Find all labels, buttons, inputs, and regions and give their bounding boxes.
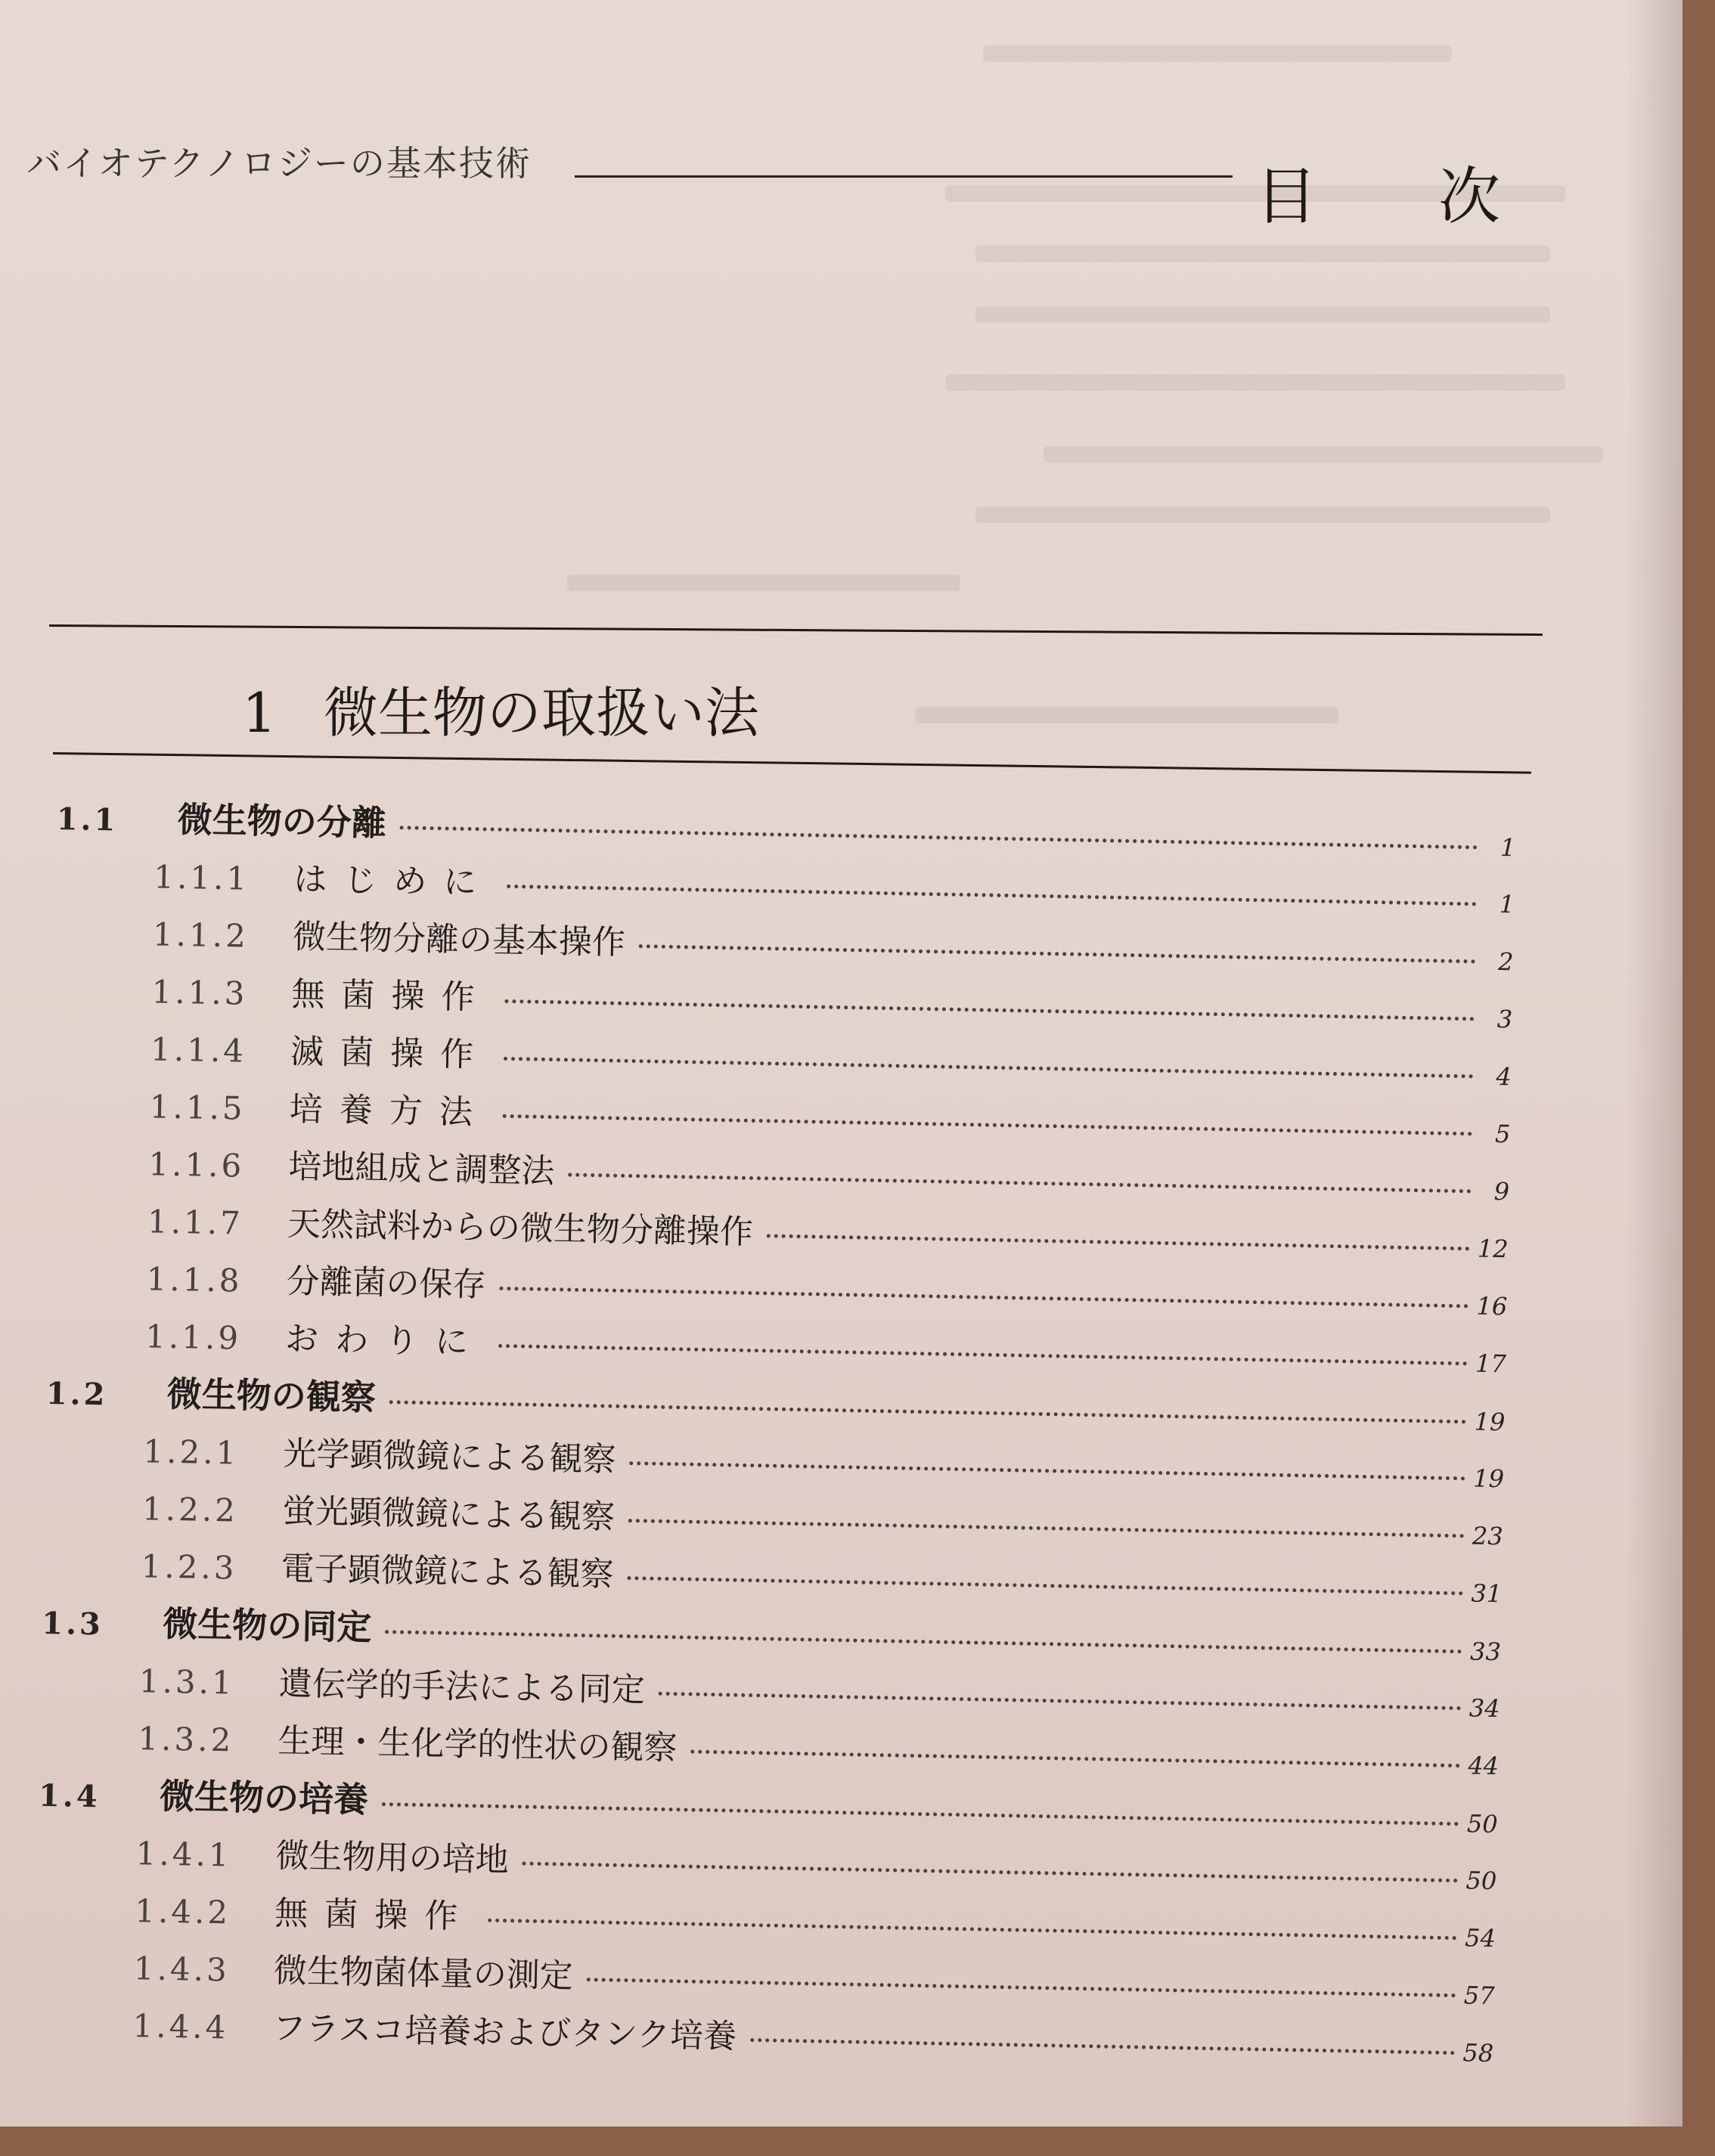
toc-entry-1-3-2[interactable]: [138, 1711, 1499, 1781]
toc-entry-1-1-2[interactable]: [153, 906, 1515, 977]
toc-entry-1-4-3[interactable]: [133, 1941, 1495, 2011]
entry-number: 1.2.3: [141, 1547, 237, 1587]
entry-title: 天然試料からの微生物分離操作: [287, 1204, 754, 1252]
toc-entry-1-4-1[interactable]: [135, 1826, 1497, 1896]
entry-number: 1.3: [41, 1605, 104, 1643]
dot-leader: [504, 1057, 1474, 1079]
entry-page-number: 19: [1473, 1464, 1505, 1494]
entry-number: 1.4.3: [133, 1950, 231, 1989]
entry-title: 微生物の同定: [162, 1603, 372, 1648]
dot-leader: [385, 1630, 1462, 1653]
toc-entry-1-1-5[interactable]: [149, 1079, 1511, 1149]
dot-leader: [568, 1172, 1472, 1193]
entry-number: 1.1.4: [150, 1030, 247, 1070]
dot-leader: [750, 2038, 1455, 2055]
toc-entry-1-1-3[interactable]: [151, 964, 1513, 1034]
entry-number: 1.1.1: [153, 858, 250, 897]
entry-number: 1.1.8: [146, 1260, 243, 1299]
entry-page-number: 12: [1477, 1234, 1509, 1264]
entry-title: おわりに: [284, 1319, 485, 1362]
dot-leader: [587, 1978, 1456, 1997]
dot-leader: [389, 1400, 1467, 1423]
dot-leader: [690, 1750, 1460, 1768]
dot-leader: [503, 1114, 1473, 1136]
dot-leader: [522, 1862, 1458, 1883]
dot-leader: [627, 1576, 1463, 1595]
entry-number: 1.3.2: [138, 1720, 234, 1759]
entry-title: 分離菌の保存: [286, 1262, 487, 1305]
entry-number: 1.1.7: [147, 1203, 244, 1242]
book-series-title: バイオテクノロジーの基本技術: [26, 143, 532, 184]
dot-leader: [639, 944, 1476, 963]
entry-title: 生理・生化学的性状の観察: [277, 1721, 678, 1768]
dot-leader: [504, 999, 1475, 1021]
entry-number: 1.4.2: [134, 1892, 231, 1931]
entry-page-number: 50: [1466, 1809, 1499, 1839]
entry-page-number: 3: [1496, 1004, 1513, 1034]
entry-number: 1.1.2: [152, 915, 250, 955]
entry-number: 1.2: [45, 1375, 108, 1413]
dot-leader: [499, 1287, 1468, 1308]
entry-title: はじめに: [293, 860, 494, 903]
entry-title: 培地組成と調整法: [287, 1147, 555, 1191]
entry-number: 1.1: [56, 801, 119, 838]
toc-entry-1-2-3[interactable]: [141, 1538, 1503, 1609]
entry-title: 微生物の分離: [177, 798, 387, 844]
page-edge-shadow: [1626, 0, 1682, 2127]
dot-leader: [488, 1919, 1457, 1940]
entry-page-number: 54: [1464, 1923, 1496, 1953]
entry-page-number: 33: [1469, 1637, 1502, 1667]
entry-page-number: 4: [1496, 1061, 1512, 1092]
entry-number: 1.4.4: [132, 2007, 229, 2046]
toc-entry-1-1-9[interactable]: [145, 1309, 1507, 1379]
entry-page-number: 17: [1475, 1349, 1507, 1379]
dot-leader: [382, 1802, 1459, 1826]
entry-title: 微生物の培養: [159, 1775, 369, 1820]
entry-number: 1.4.1: [135, 1835, 233, 1874]
entry-page-number: 50: [1465, 1866, 1497, 1896]
entry-number: 1.4: [38, 1777, 101, 1815]
entry-page-number: 16: [1476, 1291, 1508, 1321]
toc-entry-1-2-1[interactable]: [143, 1423, 1505, 1494]
entry-number: 1.1.3: [151, 973, 248, 1012]
toc-entry-1-2-2[interactable]: [142, 1481, 1504, 1551]
entry-title: 培養方法: [289, 1089, 490, 1132]
entry-title: 無菌操作: [274, 1894, 475, 1937]
toc-entry-1-1-4[interactable]: [150, 1021, 1512, 1092]
entry-page-number: 31: [1471, 1578, 1503, 1609]
entry-title: 滅菌操作: [290, 1032, 491, 1075]
entry-page-number: 5: [1494, 1119, 1511, 1149]
entry-number: 1.2.1: [142, 1433, 240, 1472]
toc-entry-1-4-2[interactable]: [135, 1883, 1496, 1953]
entry-title: 微生物分離の基本操作: [292, 917, 626, 962]
toc-entry-1-1-6[interactable]: [148, 1136, 1510, 1207]
entry-number: 1.1.9: [144, 1318, 242, 1357]
entry-page-number: 34: [1468, 1693, 1500, 1724]
chapter-number: 1: [242, 681, 277, 745]
toc-entry-1-1-7[interactable]: [147, 1194, 1509, 1264]
dot-leader: [767, 1234, 1470, 1250]
entry-title: 無菌操作: [291, 974, 492, 1018]
entry-title: 光学顕微鏡による観察: [282, 1434, 616, 1479]
entry-page-number: 23: [1472, 1521, 1504, 1551]
entry-page-number: 57: [1463, 1981, 1495, 2011]
entry-title: 微生物用の培地: [275, 1836, 510, 1880]
entry-title: 微生物菌体量の測定: [273, 1951, 574, 1996]
entry-page-number: 58: [1462, 2038, 1494, 2068]
toc-entry-1-3-1[interactable]: [138, 1653, 1500, 1724]
entry-page-number: 1: [1499, 889, 1515, 919]
entry-page-number: 9: [1493, 1176, 1510, 1207]
dot-leader: [628, 1519, 1465, 1538]
entry-number: 1.3.1: [138, 1662, 236, 1702]
dot-leader: [498, 1344, 1468, 1365]
toc-entry-1-4-4[interactable]: [132, 1998, 1494, 2068]
entry-page-number: 2: [1497, 946, 1514, 977]
dot-leader: [659, 1692, 1462, 1710]
entry-title: 電子顕微鏡による観察: [281, 1549, 615, 1594]
entry-page-number: 44: [1468, 1751, 1499, 1781]
dot-leader: [507, 884, 1477, 906]
entry-number: 1.1.6: [147, 1145, 245, 1185]
entry-number: 1.2.2: [141, 1490, 239, 1529]
entry-page-number: 1: [1499, 832, 1516, 863]
dot-leader: [629, 1461, 1465, 1480]
toc-entry-1-1-1[interactable]: [154, 849, 1515, 919]
entry-number: 1.1.5: [149, 1088, 247, 1127]
entry-title: 蛍光顕微鏡による観察: [281, 1492, 616, 1537]
entry-page-number: 19: [1474, 1407, 1506, 1437]
dot-leader: [400, 826, 1478, 849]
entry-title: 遺伝学的手法による同定: [278, 1664, 646, 1710]
toc-entry-1-1-8[interactable]: [146, 1251, 1508, 1321]
entry-title: フラスコ培養およびタンク培養: [272, 2009, 737, 2056]
entry-title: 微生物の観察: [166, 1373, 377, 1418]
contents-title: 目次: [1255, 161, 1622, 233]
chapter-title: 微生物の取扱い法: [323, 681, 759, 745]
